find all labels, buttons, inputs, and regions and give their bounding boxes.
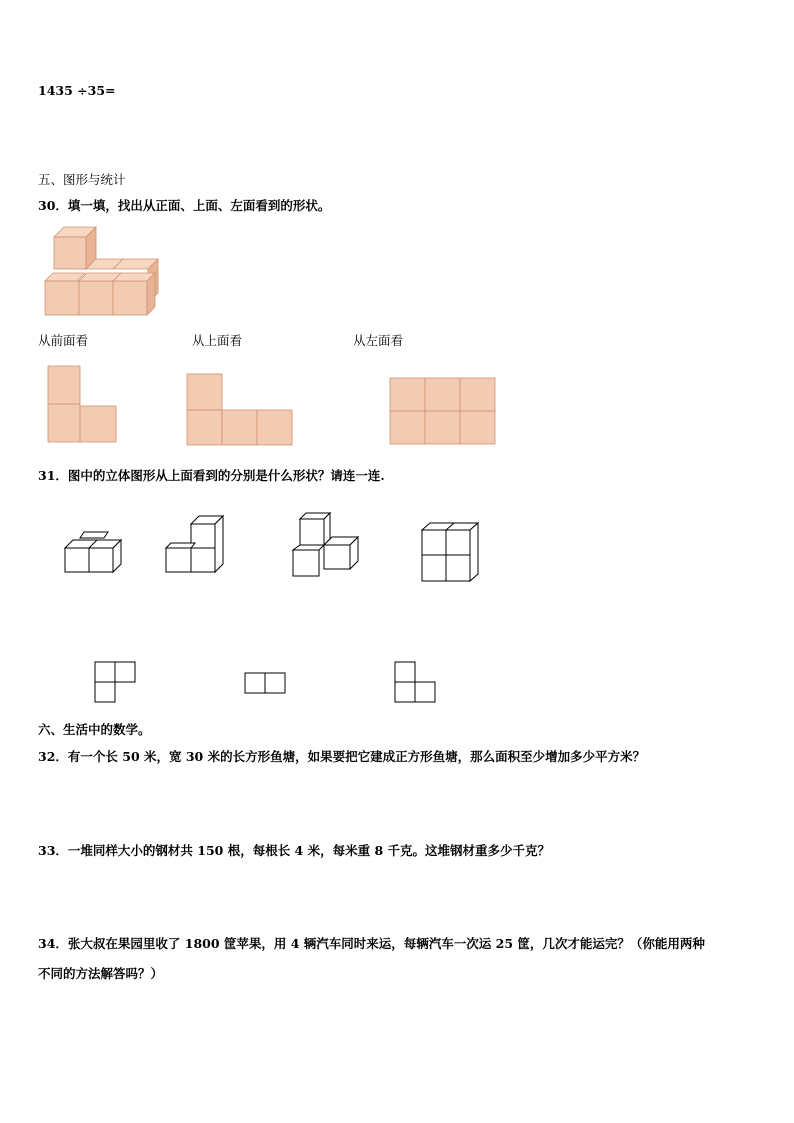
- q31-solid-4: [420, 522, 484, 584]
- q30-solid-figure: [40, 225, 175, 320]
- left-view-label: 从左面看: [353, 333, 404, 348]
- top-view-label: 从上面看: [192, 333, 243, 348]
- top-view-shape: [187, 374, 294, 446]
- question-31-text: 31．图中的立体图形从上面看到的分别是什么形状？请连一连.: [38, 468, 385, 483]
- question-30-text: 30．填一填，找出从正面、上面、左面看到的形状。: [38, 198, 331, 213]
- section-six-title: 六、生活中的数学。: [38, 722, 151, 737]
- front-view-shape: [48, 366, 118, 444]
- q31-solid-3: [292, 510, 362, 578]
- question-32-text: 32．有一个长 50 米，宽 30 米的长方形鱼塘，如果要把它建成正方形鱼塘，那么面积至少增加多少平方米？: [38, 749, 646, 764]
- q31-view-shape-b: [244, 672, 288, 696]
- question-34-text-line1: 34．张大叔在果园里收了 1800 筐苹果，用 4 辆汽车同时来运，每辆汽车一次运 25 筐，几次才能运完？（你能用两种: [38, 936, 705, 951]
- question-33-text: 33．一堆同样大小的钢材共 150 根，每根长 4 米，每米重 8 千克。这堆钢材重多少千克？: [38, 843, 550, 858]
- left-view-shape: [390, 378, 497, 446]
- division-expression: 1435 ÷35=: [38, 83, 116, 98]
- q31-solid-2: [165, 515, 227, 577]
- section-five-title: 五、图形与统计: [38, 172, 126, 187]
- question-34-text-line2: 不同的方法解答吗？）: [38, 966, 164, 981]
- front-view-label: 从前面看: [38, 333, 89, 348]
- q31-solid-1: [64, 530, 126, 575]
- q31-view-shape-c: [394, 661, 438, 705]
- q31-view-shape-a: [94, 661, 138, 705]
